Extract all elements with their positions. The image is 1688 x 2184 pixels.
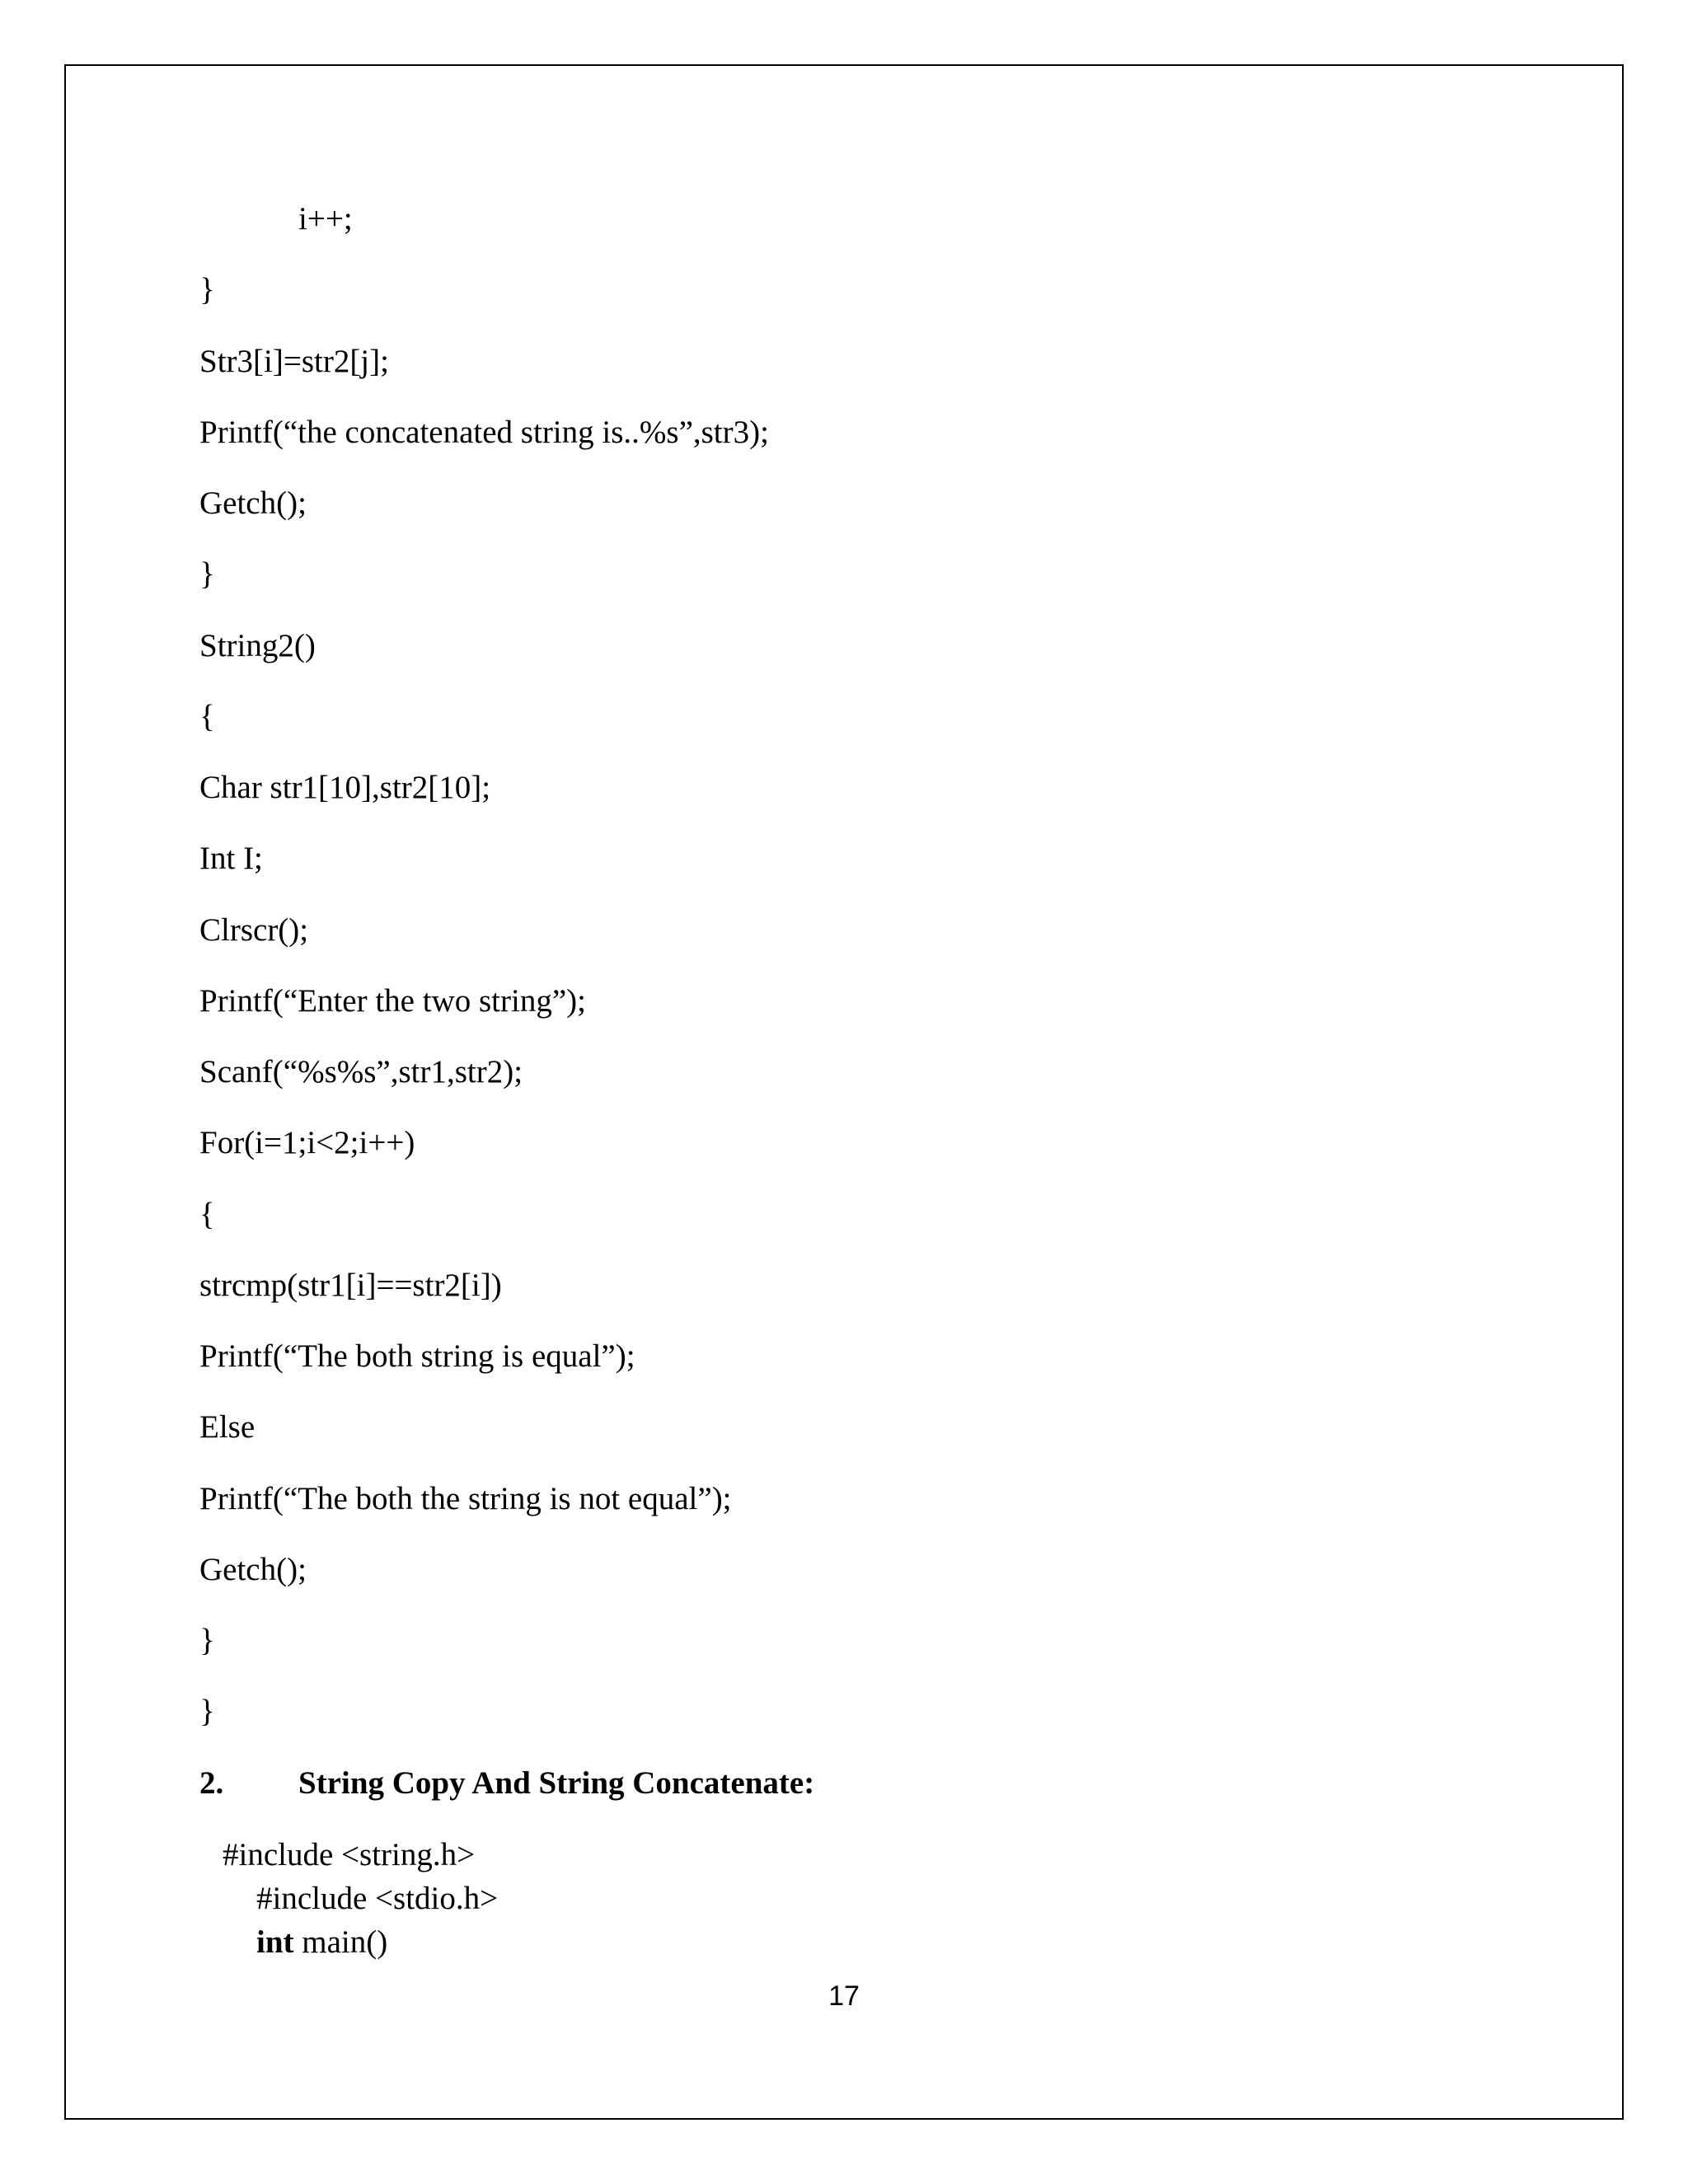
code-line: Printf(“The both string is equal”); xyxy=(199,1338,635,1374)
code-line: String2() xyxy=(199,628,316,663)
page-number: 17 xyxy=(828,1980,860,2012)
code-line: For(i=1;i<2;i++) xyxy=(199,1125,415,1160)
code-line: Str3[i]=str2[j]; xyxy=(199,344,389,379)
main-declaration-line xyxy=(256,1926,387,1958)
code-line: { xyxy=(199,1197,215,1232)
code-line: Int I; xyxy=(199,841,263,876)
code-line: { xyxy=(199,699,215,734)
code-line: strcmp(str1[i]==str2[i]) xyxy=(199,1268,502,1303)
include-stdio-line: #include <stdio.h> xyxy=(256,1881,499,1916)
code-line: Char str1[10],str2[10]; xyxy=(199,770,491,805)
code-line: Scanf(“%s%s”,str1,str2); xyxy=(199,1054,523,1090)
section-title: String Copy And String Concatenate: xyxy=(298,1765,815,1801)
code-line: } xyxy=(199,272,215,307)
code-line: Getch(); xyxy=(199,485,307,521)
code-line: Printf(“Enter the two string”); xyxy=(199,983,586,1019)
code-line: Printf(“the concatenated string is..%s”,str3); xyxy=(199,415,769,450)
code-line: } xyxy=(199,1694,215,1729)
code-line: Clrscr(); xyxy=(199,912,309,948)
code-line: Printf(“The both the string is not equal”); xyxy=(199,1481,732,1516)
include-string-line: #include <string.h> xyxy=(223,1837,476,1872)
code-line: Else xyxy=(199,1409,256,1445)
code-line: i++; xyxy=(298,201,353,237)
section-heading xyxy=(199,1767,1189,1804)
main-signature: main() xyxy=(293,1924,388,1960)
int-keyword: int xyxy=(256,1924,294,1960)
section-number: 2. xyxy=(199,1765,224,1801)
code-line: Getch(); xyxy=(199,1552,307,1587)
code-line: } xyxy=(199,556,215,592)
code-line: } xyxy=(199,1623,215,1658)
